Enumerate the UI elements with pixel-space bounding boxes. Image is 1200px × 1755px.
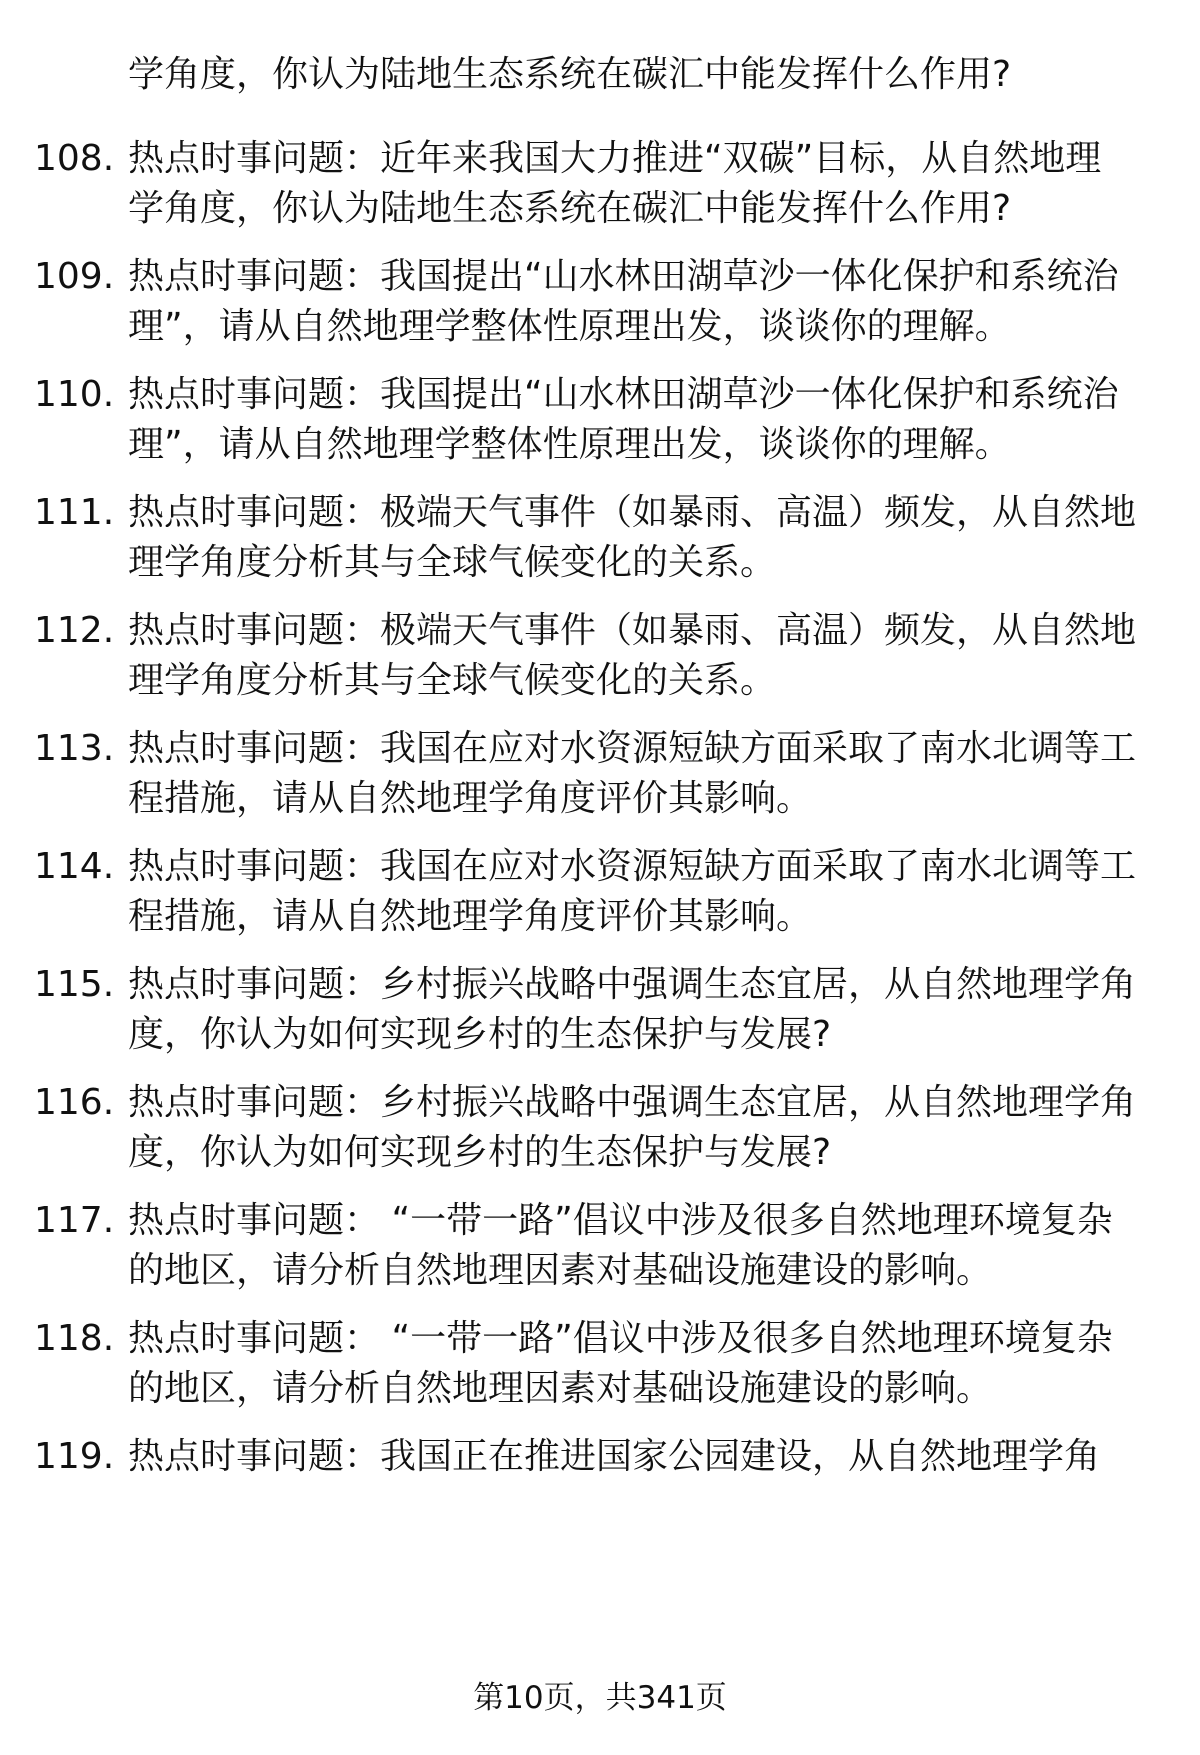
question-text-line-2: 理学角度分析其与全球气候变化的关系。 <box>128 660 777 701</box>
question-number: 116. <box>34 1082 115 1123</box>
question-text-line-1: 热点时事问题： “一带一路”倡议中涉及很多自然地理环境复杂 <box>128 1318 1113 1359</box>
question-text-line-2: 的地区，请分析自然地理因素对基础设施建设的影响。 <box>128 1250 993 1291</box>
question-text-line-1: 热点时事问题：极端天气事件（如暴雨、高温）频发，从自然地 <box>128 492 1137 533</box>
question-text-line-1: 热点时事问题：我国在应对水资源短缺方面采取了南水北调等工 <box>128 846 1137 887</box>
question-number: 109. <box>34 256 115 297</box>
question-number: 119. <box>34 1436 115 1477</box>
question-text-line-2: 理”，请从自然地理学整体性原理出发，谈谈你的理解。 <box>128 306 1011 347</box>
question-text-line-1: 热点时事问题：乡村振兴战略中强调生态宜居，从自然地理学角 <box>128 964 1137 1005</box>
question-number: 111. <box>34 492 115 533</box>
question-number: 118. <box>34 1318 115 1359</box>
question-text-line-1: 热点时事问题：我国在应对水资源短缺方面采取了南水北调等工 <box>128 728 1137 769</box>
page-footer: 第10页，共341页 <box>473 1680 727 1716</box>
question-number: 117. <box>34 1200 115 1241</box>
question-text-line-1: 热点时事问题：近年来我国大力推进“双碳”目标，从自然地理 <box>128 138 1102 179</box>
question-number: 115. <box>34 964 115 1005</box>
question-text-line-1: 热点时事问题：我国提出“山水林田湖草沙一体化保护和系统治 <box>128 374 1119 415</box>
question-text-line-2: 度，你认为如何实现乡村的生态保护与发展? <box>128 1132 832 1173</box>
question-text-line-1: 热点时事问题：极端天气事件（如暴雨、高温）频发，从自然地 <box>128 610 1137 651</box>
question-number: 110. <box>34 374 115 415</box>
question-text-line-1: 热点时事问题： “一带一路”倡议中涉及很多自然地理环境复杂 <box>128 1200 1113 1241</box>
question-text-line-2: 的地区，请分析自然地理因素对基础设施建设的影响。 <box>128 1368 993 1409</box>
question-text-line-1: 热点时事问题：乡村振兴战略中强调生态宜居，从自然地理学角 <box>128 1082 1137 1123</box>
question-text-line-1: 热点时事问题：我国提出“山水林田湖草沙一体化保护和系统治 <box>128 256 1119 297</box>
question-text-line-2: 度，你认为如何实现乡村的生态保护与发展? <box>128 1014 832 1055</box>
question-text-line-2: 理”，请从自然地理学整体性原理出发，谈谈你的理解。 <box>128 424 1011 465</box>
question-text-line-1: 热点时事问题：我国正在推进国家公园建设，从自然地理学角 <box>128 1436 1101 1477</box>
continuation-text: 学角度，你认为陆地生态系统在碳汇中能发挥什么作用? <box>128 54 1012 95</box>
question-text-line-2: 程措施，请从自然地理学角度评价其影响。 <box>128 896 813 937</box>
question-number: 113. <box>34 728 115 769</box>
question-text-line-2: 学角度，你认为陆地生态系统在碳汇中能发挥什么作用? <box>128 188 1012 229</box>
question-number: 108. <box>34 138 115 179</box>
question-text-line-2: 程措施，请从自然地理学角度评价其影响。 <box>128 778 813 819</box>
question-text-line-2: 理学角度分析其与全球气候变化的关系。 <box>128 542 777 583</box>
question-number: 112. <box>34 610 115 651</box>
question-number: 114. <box>34 846 115 887</box>
